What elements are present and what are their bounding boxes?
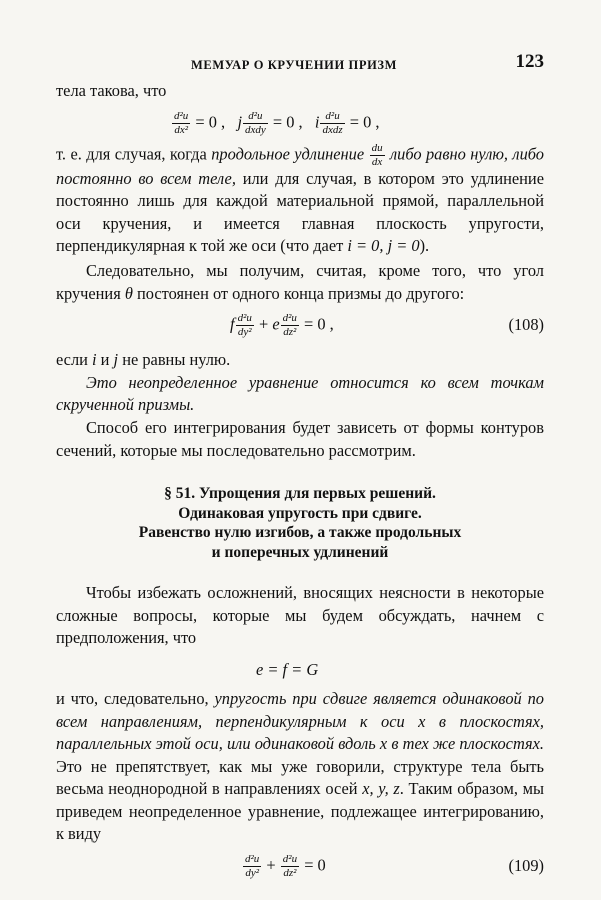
paragraph-intro: тела такова, что [56, 81, 167, 100]
equation-number: (109) [508, 856, 544, 876]
paragraph-integration-method: Способ его интегрирования будет зависеть от формы контуров сечений, которые мы последовательно рассмотрим. [56, 417, 544, 460]
equation-107: $\frac{\text{d²u}}{\text{dx²}}$ = 0 , j d²u dxdy = 0 , i d²u dxdz = 0 , [174, 109, 380, 136]
book-page [56, 40, 544, 890]
fraction: d²u dxdy [245, 109, 266, 136]
paragraph-consequently: Следовательно, мы получим, считая, кроме того, что угол кручения θ постоянен от одного конца призмы до другого: [56, 260, 544, 303]
equation-109: $\frac{\text{d²u}}{\text{dy²}}$ + $\frac{\text{d²u}}{\text{dz²}}$ = 0 (109) [245, 853, 544, 880]
paragraph-conditions: т. е. для случая, когда продольное удлинение $\frac{du}{dx}$ либо равно нулю, либо постоянно во всем теле, или для случая, в котором это удлинение постоянно лишь для каждой материальной прямой, параллельной оси кручения, и имеется главная плоскость упругости, перпендикулярная к той же оси (что дает i = 0, j = 0). [56, 141, 544, 256]
paragraph-shear-elasticity: и что, следовательно, упругость при сдвиге является одинаковой по всем направлениям, перпендикулярным к оси x в плоскостях, параллельных этой оси, или одинаковой вдоль x в тех же плоскостях. Это не препятствует, как мы уже говорили, структуре тела быть весьма неоднородной в направлениях осей x, y, z. Таким образом, мы приведем неопределенное уравнение, подлежащее интегрированию, к виду [56, 688, 544, 844]
fraction: $\frac{\text{d²u}}{\text{dy²}}$ [245, 853, 260, 880]
fraction: $\frac{\text{d²u}}{\text{dz²}}$ [282, 853, 298, 880]
section-heading: § 51. Упрощения для первых решений. Одинаковая упругость при сдвиге. Равенство нулю изгибов, а также продольных и поперечных удлинений [138, 485, 462, 561]
paragraph-indefinite-equation: Это неопределенное уравнение относится ко всем точкам скрученной призмы. [56, 372, 544, 415]
page-number: 123 [515, 51, 544, 72]
running-title: МЕМУАР О КРУЧЕНИИ ПРИЗМ [191, 58, 397, 72]
fraction: d²u dxdz [322, 109, 343, 136]
fraction: $\frac{\text{d²u}}{\text{dy²}}$ [237, 312, 252, 339]
equation-108: f $\frac{\text{d²u}}{\text{dy²}}$ + e $\frac{\text{d²u}}{\text{dz²}}$ = 0 , (108) [230, 312, 544, 339]
paragraph-nonzero: если i и j не равны нулю. [56, 350, 231, 370]
fraction: $\frac{\text{d²u}}{\text{dz²}}$ [282, 312, 297, 339]
paragraph-assumption: Чтобы избежать осложнений, вносящих неясности в некоторые сложные вопросы, которые мы будем обсуждать, начнем с предположения, что [56, 583, 544, 648]
page-header [56, 40, 544, 76]
equation-number: (108) [508, 315, 544, 335]
equation-efg: e = f = G [256, 659, 319, 679]
fraction: $\frac{\text{d²u}}{\text{dx²}}$ [174, 109, 189, 136]
fraction: $\frac{du}{dx}$ [371, 141, 383, 168]
